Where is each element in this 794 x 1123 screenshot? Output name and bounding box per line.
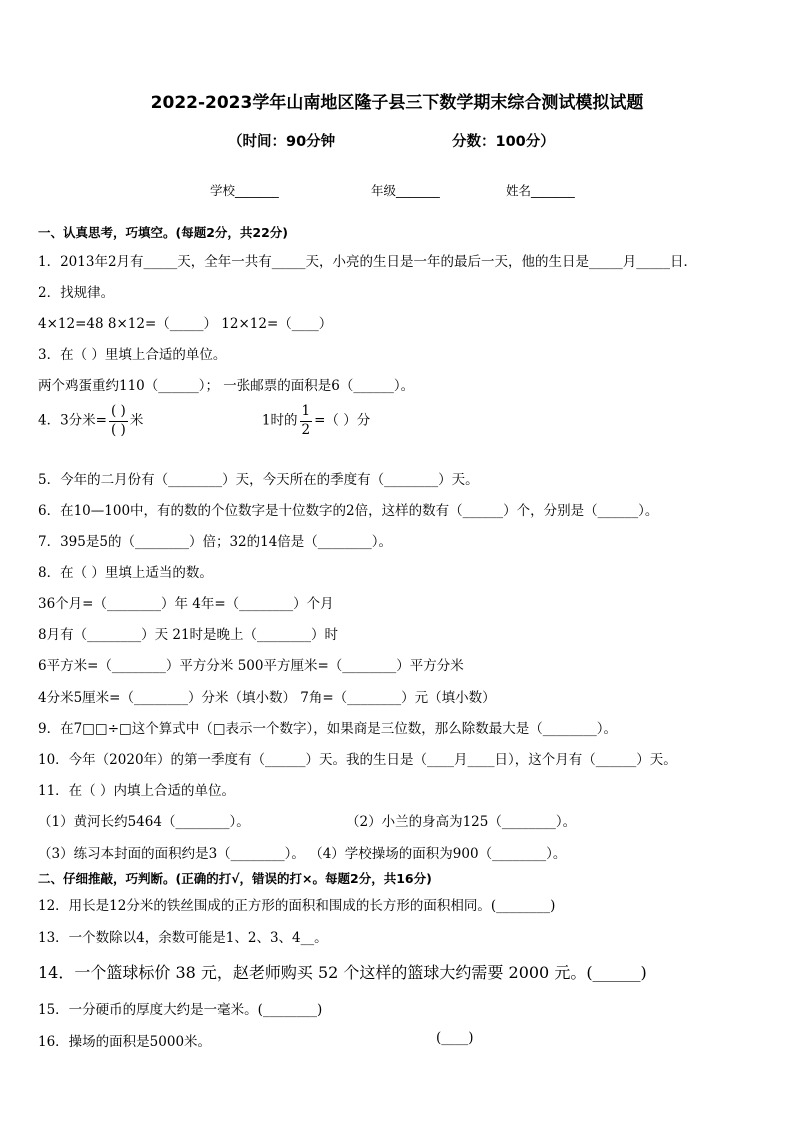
question-10: 10．今年（2020年）的第一季度有（______）天。我的生日是（____月____日），这个月有（______）天。	[38, 752, 677, 768]
question-2: 2．找规律。	[38, 285, 115, 301]
question-8: 8．在（ ）里填上适当的数。	[38, 565, 213, 581]
question-6: 6．在10—100中，有的数的个位数字是十位数字的2倍，这样的数有（______）个，分别是（______）。	[38, 503, 659, 519]
question-14: 14．一个篮球标价 38 元，赵老师购买 52 个这样的篮球大约需要 2000 元。(______)	[38, 963, 647, 982]
question-11-items-3-4: （3）练习本封面的面积约是3（________）。 （4）学校操场的面积为900（________）。	[38, 846, 567, 862]
fraction-one-half: $\frac{1}{2}$	[301, 403, 311, 438]
question-8-row-4: 4分米5厘米=（________）分米（填小数） 7角=（________）元（填小数）	[38, 690, 496, 706]
question-12: 12．用长是12分米的铁丝围成的正方形的面积和围成的长方形的面积相同。(________)	[38, 898, 556, 914]
page-title: 2022-2023学年山南地区隆子县三下数学期末综合测试模拟试题	[150, 93, 644, 113]
question-9: 9．在7□□÷□这个算式中（□表示一个数字），如果商是三位数，那么除数最大是（________）。	[38, 721, 618, 737]
name-field[interactable]: 姓名_______	[506, 183, 575, 198]
question-16: 16．操场的面积是5000米。	[38, 1034, 212, 1050]
exam-score: 分数：100分）	[452, 134, 555, 150]
question-16-answer[interactable]: (____)	[436, 1030, 474, 1046]
question-8-row-3: 6平方米=（________）平方分米 500平方厘米=（________）平方分米	[38, 658, 464, 674]
school-field[interactable]: 学校_______	[210, 183, 279, 198]
question-15: 15．一分硬币的厚度大约是一毫米。(________)	[38, 1002, 323, 1018]
question-5: 5．今年的二月份有（________）天，今天所在的季度有（________）天。	[38, 472, 479, 488]
grade-field[interactable]: 年级_______	[371, 183, 440, 198]
question-8-row-2: 8月有（________）天 21时是晚上（________）时	[38, 627, 339, 643]
exam-time: （时间：90分钟	[228, 134, 336, 150]
section-heading-2: 二、仔细推敲，巧判断。(正确的打√，错误的打×。每题2分，共16分)	[38, 871, 432, 886]
question-13: 13．一个数除以4，余数可能是1、2、3、4__。	[38, 930, 328, 946]
question-11-item-1: （1）黄河长约5464（________）。	[38, 814, 250, 830]
question-1: 1．2013年2月有_____天，全年一共有_____天，小亮的生日是一年的最后一天，他的生日是_____月_____日．	[38, 254, 698, 270]
question-3-items: 两个鸡蛋重约110（______）； 一张邮票的面积是6（______）。	[38, 378, 415, 394]
fraction-blank[interactable]: $\frac{( )}{( )}$	[111, 403, 126, 438]
question-4: 4．3分米= $\frac{( )}{( )}$ 米 1时的 $\frac{1}{2}$ =（ ）分	[38, 403, 371, 438]
question-3: 3．在（ ）里填上合适的单位。	[38, 347, 227, 363]
question-2-pattern: 4×12=48 8×12=（_____） 12×12=（____）	[38, 316, 333, 332]
question-11-item-2: （2）小兰的身高为125（________）。	[346, 814, 577, 830]
question-11: 11．在（ ）内填上合适的单位。	[38, 783, 235, 799]
question-8-row-1: 36个月=（________）年 4年=（________）个月	[38, 596, 334, 612]
question-7: 7．395是5的（________）倍；32的14倍是（________）。	[38, 534, 393, 550]
section-heading-1: 一、认真思考，巧填空。(每题2分，共22分)	[38, 225, 289, 240]
